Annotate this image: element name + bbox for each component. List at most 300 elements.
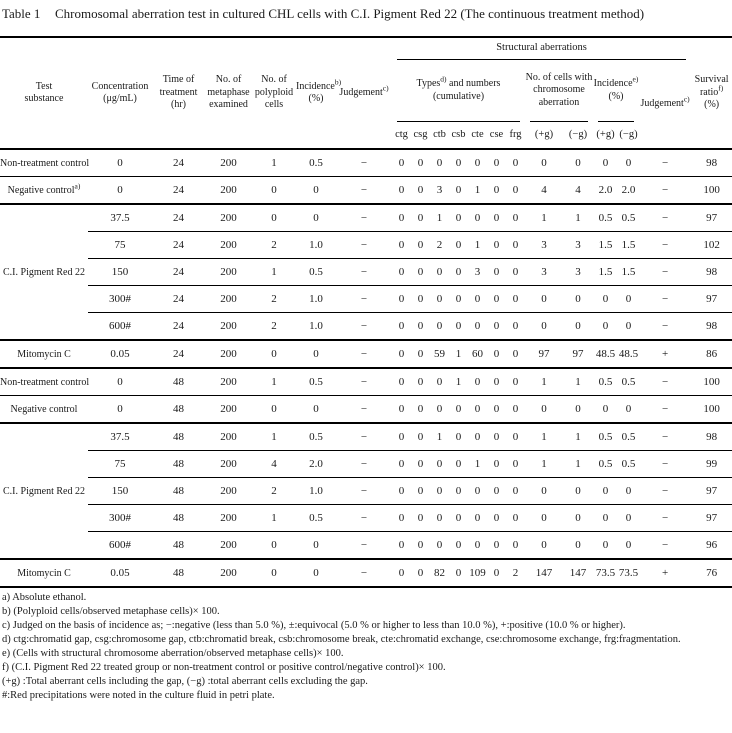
table-cell: 0 [449, 232, 468, 259]
table-cell: − [336, 368, 392, 396]
table-row [0, 396, 732, 424]
table-cell: 200 [205, 478, 252, 505]
table-cell: 73.5 [618, 559, 639, 587]
table-cell: 0 [392, 232, 411, 259]
table-cell: 0 [430, 368, 449, 396]
table-cell: 1.5 [593, 259, 618, 286]
table-cell: 200 [205, 423, 252, 451]
col-cells-plus-g: (+g) [534, 128, 554, 140]
table-cell: 0 [430, 286, 449, 313]
table-cell: − [336, 313, 392, 341]
table-cell: 0 [392, 368, 411, 396]
table-cell: 0 [411, 505, 430, 532]
table-cell: 0 [430, 478, 449, 505]
footnotes [0, 591, 732, 703]
table-cell: 200 [205, 177, 252, 205]
table-cell: 0 [430, 313, 449, 341]
table-cell: 0 [506, 532, 525, 560]
substance-cell: Non-treatment control [0, 368, 88, 396]
table-cell: 0 [506, 149, 525, 177]
table-cell: 0 [487, 149, 506, 177]
substance-cell: C.I. Pigment Red 22 [0, 204, 88, 340]
col-incidence-minus-g: (−g) [619, 128, 638, 140]
col-cte: cte [471, 128, 484, 140]
table-cell: 1.5 [618, 232, 639, 259]
table-cell: 0 [593, 505, 618, 532]
footnote: e) (Cells with structural chromosome aberration/observed metaphase cells)× 100. [2, 648, 344, 659]
footnote: d) ctg:chromatid gap, csg:chromosome gap, ctb:chromatid break, csb:chromosome break, cte:chromatid exchange, cse:chromosome exchange, frg:fragmentation. [2, 634, 681, 645]
table-cell: − [639, 259, 691, 286]
col-cse: cse [489, 128, 504, 140]
col-polyploid-cells: No. of polyploid cells [254, 74, 294, 111]
table-cell: 2.0 [618, 177, 639, 205]
table-cell: 200 [205, 286, 252, 313]
table-cell: 0 [506, 505, 525, 532]
table-cell: + [639, 340, 691, 368]
footnote-tag: c) [2, 620, 13, 631]
table-cell: − [336, 396, 392, 424]
table-cell: 100 [691, 177, 732, 205]
table-cell: 1.0 [296, 232, 336, 259]
table-row [0, 286, 732, 313]
table-row [0, 259, 732, 286]
group-incidence-e: Incidence$^{e)}$ (%) [593, 60, 639, 122]
footnote-tag: d) [2, 634, 14, 645]
table-cell: 150 [88, 259, 152, 286]
table-cell: 0 [506, 451, 525, 478]
table-row [0, 451, 732, 478]
table-cell: 0 [449, 451, 468, 478]
table-cell: 0 [525, 396, 563, 424]
col-concentration: Concentration (μg/mL) [91, 80, 149, 104]
table-cell: 4 [252, 451, 296, 478]
table-cell: 0 [506, 259, 525, 286]
table-cell: 24 [152, 259, 205, 286]
table-cell: 0 [618, 478, 639, 505]
table-cell: 1.5 [593, 232, 618, 259]
table-cell: 600# [88, 532, 152, 560]
table-cell: 0 [506, 286, 525, 313]
table-row [0, 478, 732, 505]
table-cell: 0.05 [88, 559, 152, 587]
table-cell: 2 [252, 478, 296, 505]
table-cell: 100 [691, 396, 732, 424]
table-cell: 97 [691, 505, 732, 532]
table-cell: 0 [449, 177, 468, 205]
footnote-tag: e) [2, 648, 13, 659]
table-cell: 0 [468, 368, 487, 396]
table-cell: 1 [468, 177, 487, 205]
table-cell: 0 [487, 423, 506, 451]
table-cell: 1 [468, 451, 487, 478]
table-cell: 200 [205, 232, 252, 259]
substance-cell: C.I. Pigment Red 22 [0, 423, 88, 559]
table-cell: 0 [252, 177, 296, 205]
table-cell: 300# [88, 286, 152, 313]
table-cell: 0.5 [593, 423, 618, 451]
table-cell: 24 [152, 286, 205, 313]
table-cell: 3 [563, 232, 593, 259]
aberration-table [0, 36, 732, 588]
table-cell: 97 [691, 204, 732, 232]
table-cell: 37.5 [88, 423, 152, 451]
table-row [0, 340, 732, 368]
table-cell: 0 [392, 204, 411, 232]
table-cell: 0 [593, 286, 618, 313]
table-cell: 0.5 [618, 204, 639, 232]
table-cell: 0.5 [296, 259, 336, 286]
table-cell: 0 [430, 259, 449, 286]
table-cell: 97 [691, 286, 732, 313]
table-cell: 0 [449, 286, 468, 313]
table-row [0, 559, 732, 587]
table-cell: 82 [430, 559, 449, 587]
table-cell: 3 [430, 177, 449, 205]
table-cell: − [639, 149, 691, 177]
table-cell: 0 [618, 313, 639, 341]
table-cell: 0 [487, 232, 506, 259]
table-cell: 200 [205, 505, 252, 532]
table-cell: 1 [430, 423, 449, 451]
table-cell: 0 [430, 396, 449, 424]
table-cell: 0 [296, 177, 336, 205]
types-underline [397, 121, 520, 122]
table-cell: 0 [252, 340, 296, 368]
col-cells-minus-g: (−g) [568, 128, 588, 140]
table-row [0, 368, 732, 396]
table-cell: 97 [691, 478, 732, 505]
table-cell: 0.5 [296, 423, 336, 451]
table-cell: 0.5 [593, 368, 618, 396]
table-cell: 1 [563, 451, 593, 478]
table-cell: 0 [593, 396, 618, 424]
table-cell: 200 [205, 313, 252, 341]
table-cell: − [639, 423, 691, 451]
table-cell: 98 [691, 423, 732, 451]
table-cell: 0 [468, 505, 487, 532]
table-cell: 1 [563, 423, 593, 451]
table-cell: 0 [252, 204, 296, 232]
table-cell: 0 [449, 149, 468, 177]
table-cell: 0 [392, 451, 411, 478]
col-survival-ratio: Survival ratio$^{f)}$ (%) [694, 74, 729, 111]
footnote: b) (Polyploid cells/observed metaphase cells)× 100. [2, 606, 220, 617]
table-row [0, 232, 732, 259]
table-cell: 1 [252, 259, 296, 286]
table-cell: 0 [525, 149, 563, 177]
table-cell: 0 [563, 532, 593, 560]
table-cell: 200 [205, 396, 252, 424]
table-cell: 0 [506, 396, 525, 424]
table-cell: 0 [449, 505, 468, 532]
table-cell: − [336, 532, 392, 560]
table-row [0, 532, 732, 560]
table-cell: 0.5 [296, 149, 336, 177]
table-cell: − [639, 451, 691, 478]
table-cell: 1 [525, 451, 563, 478]
table-cell: 0 [563, 396, 593, 424]
table-row [0, 313, 732, 341]
table-cell: 0 [593, 313, 618, 341]
col-ctb: ctb [433, 128, 446, 140]
table-cell: 0.05 [88, 340, 152, 368]
footnote: f) (C.I. Pigment Red 22 treated group or non-treatment control or positive control/negative control)× 100. [2, 662, 446, 673]
table-cell: 0 [525, 505, 563, 532]
table-cell: − [639, 177, 691, 205]
table-cell: 24 [152, 204, 205, 232]
table-cell: 0 [468, 423, 487, 451]
table-cell: 0 [468, 149, 487, 177]
table-cell: 2 [506, 559, 525, 587]
table-cell: − [639, 532, 691, 560]
table-cell: 48 [152, 559, 205, 587]
table-cell: 0 [487, 505, 506, 532]
table-cell: 200 [205, 259, 252, 286]
table-cell: 4 [563, 177, 593, 205]
table-cell: 0 [430, 505, 449, 532]
table-cell: 0 [296, 396, 336, 424]
table-cell: 0 [506, 368, 525, 396]
table-cell: 0 [593, 532, 618, 560]
substance-cell: Non-treatment control [0, 149, 88, 177]
table-cell: 1 [449, 368, 468, 396]
table-cell: 0 [487, 368, 506, 396]
footnote-tag: f) [2, 662, 12, 673]
table-cell: 200 [205, 149, 252, 177]
col-incidence-plus-g: (+g) [596, 128, 615, 140]
table-cell: 0 [449, 423, 468, 451]
table-cell: 1 [468, 232, 487, 259]
table-cell: 600# [88, 313, 152, 341]
table-cell: 37.5 [88, 204, 152, 232]
table-cell: − [336, 451, 392, 478]
table-cell: 86 [691, 340, 732, 368]
col-test-substance: Test substance [24, 80, 64, 104]
table-cell: 0 [449, 532, 468, 560]
table-cell: 0 [468, 532, 487, 560]
table-cell: − [336, 204, 392, 232]
table-cell: 0 [296, 340, 336, 368]
table-cell: − [336, 177, 392, 205]
table-cell: 0 [525, 286, 563, 313]
col-csb: csb [451, 128, 466, 140]
footnote-tag: b) [2, 606, 14, 617]
table-cell: 0 [411, 368, 430, 396]
table-cell: 1 [252, 423, 296, 451]
table-cell: 0 [487, 340, 506, 368]
table-cell: 98 [691, 259, 732, 286]
table-cell: 0 [296, 204, 336, 232]
table-cell: 1 [563, 368, 593, 396]
table-cell: 150 [88, 478, 152, 505]
table-cell: 2 [252, 232, 296, 259]
table-cell: 0 [525, 478, 563, 505]
table-cell: 0 [449, 259, 468, 286]
table-cell: 0 [487, 532, 506, 560]
table-cell: 24 [152, 177, 205, 205]
table-cell: 0 [430, 451, 449, 478]
table-cell: 0 [618, 505, 639, 532]
table-cell: 0 [618, 149, 639, 177]
table-cell: 0 [252, 532, 296, 560]
table-cell: 0 [487, 177, 506, 205]
table-row [0, 177, 732, 205]
table-cell: 48 [152, 505, 205, 532]
table-cell: 0 [411, 204, 430, 232]
table-cell: 200 [205, 368, 252, 396]
table-row [0, 204, 732, 232]
table-cell: 0 [252, 396, 296, 424]
table-cell: 0 [392, 532, 411, 560]
table-cell: 75 [88, 232, 152, 259]
table-cell: − [639, 505, 691, 532]
table-cell: − [336, 340, 392, 368]
table-cell: 1 [449, 340, 468, 368]
col-judgement-2: Judgement$^{c)}$ [640, 94, 690, 109]
table-cell: − [336, 149, 392, 177]
table-cell: 0 [563, 286, 593, 313]
table-cell: 96 [691, 532, 732, 560]
table-cell: 1.0 [296, 286, 336, 313]
table-cell: 0 [487, 204, 506, 232]
table-cell: 3 [563, 259, 593, 286]
footnote: #:Red precipitations were noted in the culture fluid in petri plate. [2, 690, 275, 701]
table-cell: − [336, 559, 392, 587]
table-cell: − [336, 478, 392, 505]
footnote-tag: a) [2, 592, 13, 603]
table-cell: 0 [392, 423, 411, 451]
table-cell: 0 [563, 505, 593, 532]
table-cell: 48 [152, 396, 205, 424]
table-cell: 0 [392, 286, 411, 313]
table-cell: 0 [392, 340, 411, 368]
table-cell: 0 [468, 204, 487, 232]
table-cell: 0 [525, 532, 563, 560]
table-cell: 0 [411, 232, 430, 259]
table-cell: 0 [506, 423, 525, 451]
table-cell: 0 [487, 286, 506, 313]
table-cell: 0 [430, 532, 449, 560]
table-cell: 0 [487, 559, 506, 587]
table-body [0, 149, 732, 587]
table-cell: − [639, 396, 691, 424]
substance-cell: Negative control$^{a)}$ [0, 177, 88, 205]
table-cell: 147 [563, 559, 593, 587]
table-cell: 0 [525, 313, 563, 341]
table-cell: 0 [449, 204, 468, 232]
table-cell: 48 [152, 368, 205, 396]
table-cell: 24 [152, 340, 205, 368]
incidence-underline [598, 121, 634, 122]
table-cell: 0 [411, 478, 430, 505]
table-cell: − [336, 286, 392, 313]
table-cell: 0 [563, 478, 593, 505]
table-cell: 60 [468, 340, 487, 368]
table-row [0, 149, 732, 177]
table-cell: 0 [392, 177, 411, 205]
table-cell: 0 [392, 313, 411, 341]
table-cell: 0.5 [618, 368, 639, 396]
table-cell: 2.0 [296, 451, 336, 478]
table-row [0, 505, 732, 532]
table-cell: 24 [152, 149, 205, 177]
table-cell: 0.5 [593, 451, 618, 478]
table-cell: − [639, 286, 691, 313]
table-cell: 98 [691, 313, 732, 341]
table-cell: 0 [411, 559, 430, 587]
table-cell: 102 [691, 232, 732, 259]
table-cell: 147 [525, 559, 563, 587]
table-cell: 1 [252, 149, 296, 177]
table-cell: 97 [563, 340, 593, 368]
table-cell: 0 [618, 532, 639, 560]
table-cell: 0 [411, 149, 430, 177]
footnote: c) Judged on the basis of incidence as; −:negative (less than 5.0 %), ±:equivocal (5.0 % or higher to less than 10.0 %), +:positive (10.0 % or higher). [2, 620, 626, 631]
table-cell: 0 [593, 149, 618, 177]
table-cell: 0 [411, 259, 430, 286]
table-cell: 200 [205, 340, 252, 368]
table-cell: 0 [468, 396, 487, 424]
table-cell: 1 [525, 368, 563, 396]
table-cell: 0 [252, 559, 296, 587]
table-cell: − [639, 232, 691, 259]
table-cell: 1.0 [296, 478, 336, 505]
group-cells-with-aberration: No. of cells with chromosome aberration [525, 60, 593, 122]
table-cell: 0 [411, 423, 430, 451]
table-cell: 300# [88, 505, 152, 532]
table-cell: 200 [205, 204, 252, 232]
group-structural-aberrations: Structural aberrations [392, 37, 691, 60]
table-cell: 0 [411, 340, 430, 368]
table-cell: 1 [563, 204, 593, 232]
table-cell: 0 [411, 313, 430, 341]
table-cell: 76 [691, 559, 732, 587]
table-cell: 0 [430, 149, 449, 177]
table-cell: 0 [449, 559, 468, 587]
substance-cell: Mitomycin C [0, 340, 88, 368]
table-cell: 0.5 [618, 451, 639, 478]
table-cell: − [336, 423, 392, 451]
table-cell: 1 [525, 204, 563, 232]
table-cell: 0 [506, 204, 525, 232]
table-cell: 3 [525, 259, 563, 286]
table-cell: 2.0 [593, 177, 618, 205]
table-cell: 0 [411, 451, 430, 478]
table-cell: 59 [430, 340, 449, 368]
table-cell: 24 [152, 313, 205, 341]
table-cell: 0 [392, 149, 411, 177]
table-cell: 0 [392, 559, 411, 587]
table-cell: 0 [449, 478, 468, 505]
table-cell: 0 [618, 286, 639, 313]
table-cell: 24 [152, 232, 205, 259]
table-cell: 0 [449, 396, 468, 424]
table-cell: 0 [392, 505, 411, 532]
table-cell: 0 [563, 149, 593, 177]
table-cell: 0 [487, 451, 506, 478]
table-cell: 1 [525, 423, 563, 451]
table-cell: 48 [152, 532, 205, 560]
table-cell: 0 [506, 232, 525, 259]
table-cell: 0 [88, 177, 152, 205]
table-cell: 0 [487, 313, 506, 341]
table-cell: 0.5 [593, 204, 618, 232]
cells-underline [530, 121, 588, 122]
table-cell: 0 [593, 478, 618, 505]
table-cell: 100 [691, 368, 732, 396]
table-cell: 0.5 [296, 505, 336, 532]
col-incidence-b: Incidence$^{b)}$ (%) [296, 77, 342, 104]
